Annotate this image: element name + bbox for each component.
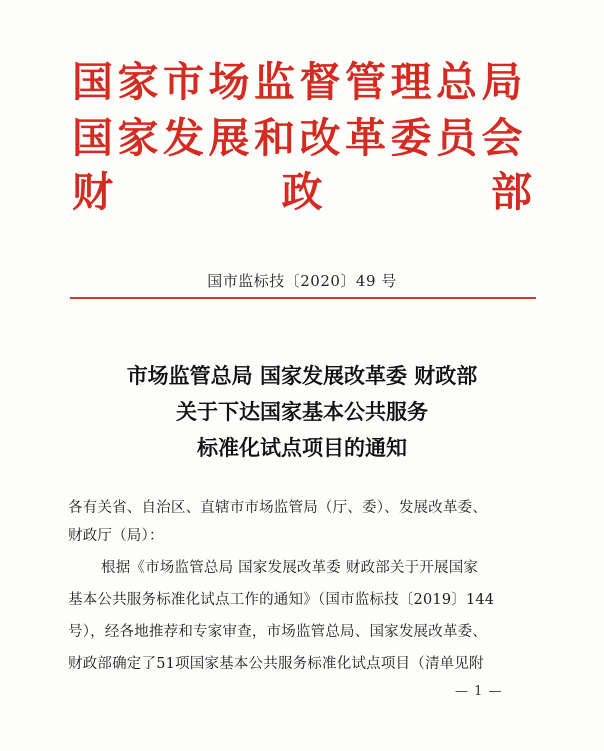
paragraph-line-1: 根据《市场监管总局 国家发展改革委 财政部关于开展国家	[101, 560, 479, 576]
title-line-2: 关于下达国家基本公共服务	[176, 400, 428, 424]
issuer-line-3	[72, 168, 532, 216]
paragraph-line-3: 号），经各地推荐和专家审查，市场监管总局、国家发展改革委、	[68, 624, 488, 640]
issuer-line-2: 国家发展和改革委员会	[72, 114, 527, 162]
red-divider-line	[70, 297, 536, 299]
page-number: — 1 —	[455, 684, 503, 699]
title-line-1: 市场监管总局 国家发展改革委 财政部	[126, 364, 478, 388]
document-number: 国市监标技〔2020〕49 号	[207, 272, 397, 290]
issuer-line-3-char-3: 部	[491, 168, 532, 216]
paragraph-line-2: 基本公共服务标准化试点工作的通知》（国市监标技〔2019〕144	[68, 592, 495, 608]
addressee-line-1: 各有关省、自治区、直辖市市场监管局（厅、委）、发展改革委、	[68, 500, 488, 516]
issuer-line-3-char-2: 政	[281, 168, 323, 216]
title-line-3: 标准化试点项目的通知	[197, 436, 407, 460]
issuer-line-3-char-1: 财	[72, 168, 113, 216]
issuer-line-1: 国家市场监督管理总局	[72, 58, 527, 106]
paragraph-line-4: 财政部确定了51项国家基本公共服务标准化试点项目（清单见附	[68, 656, 484, 672]
addressee-line-2: 财政厅（局）：	[68, 528, 164, 544]
